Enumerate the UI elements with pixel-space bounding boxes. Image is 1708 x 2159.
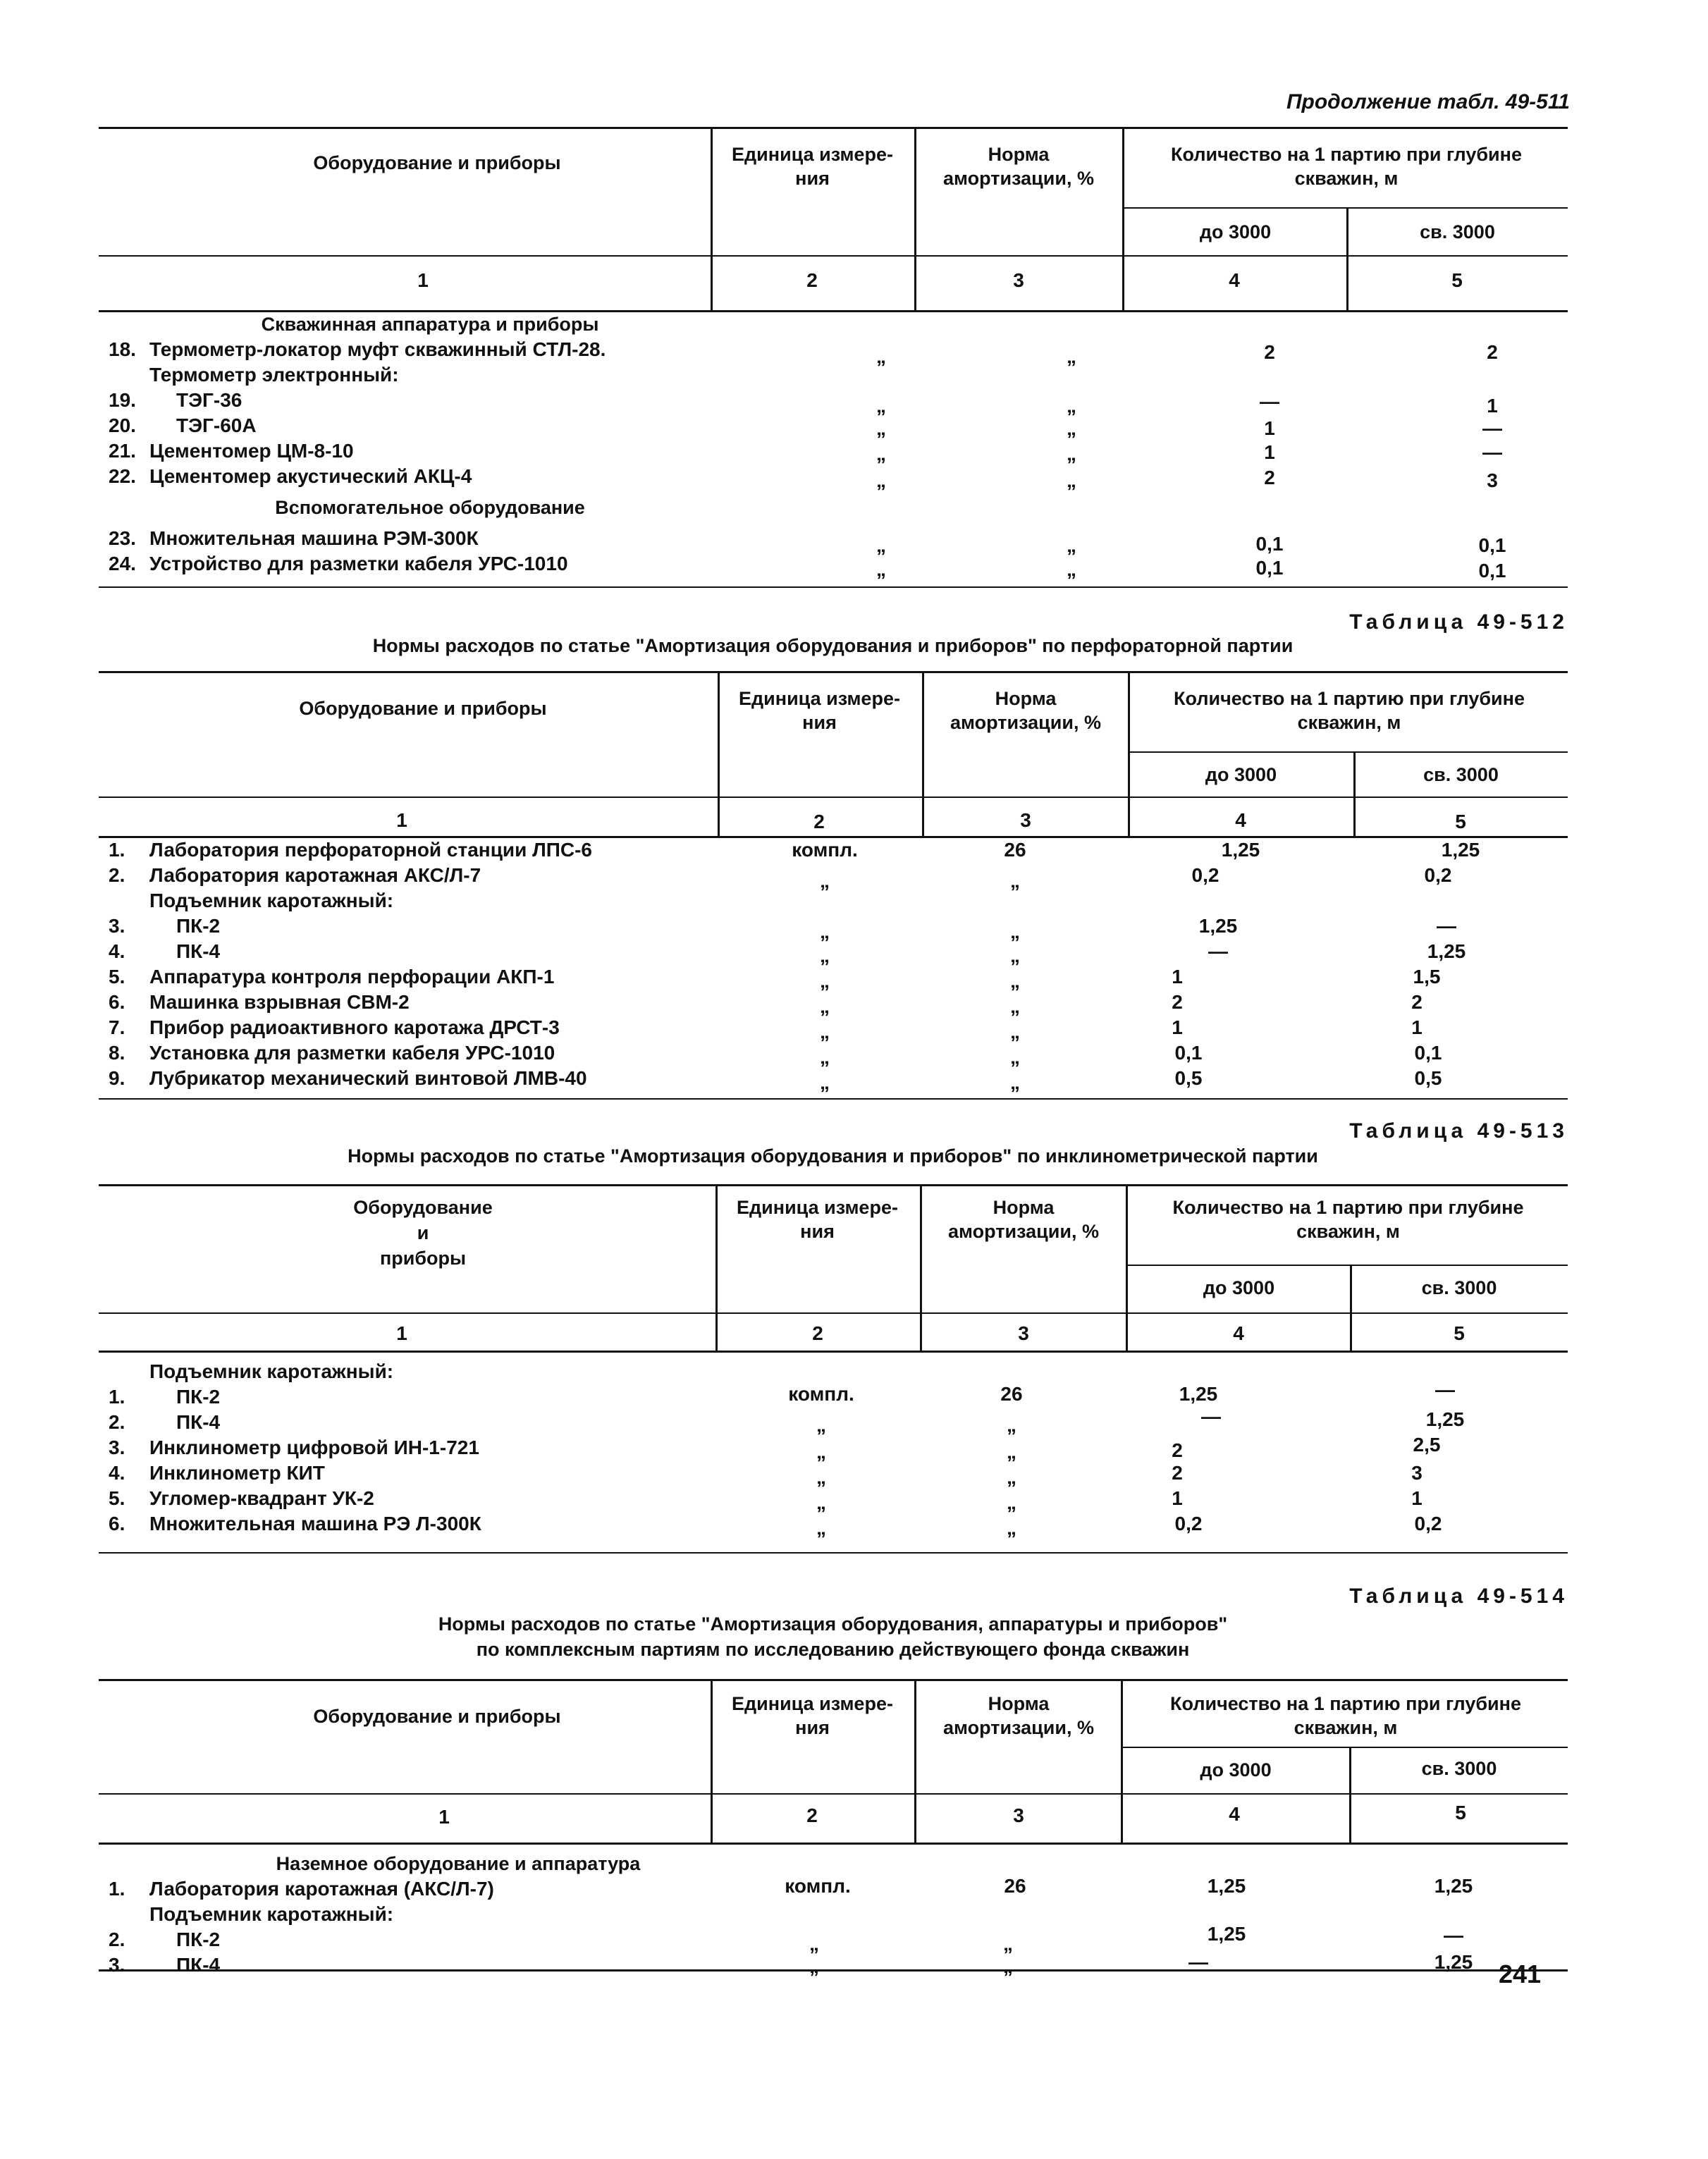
header-norm: Норма амортизации, % xyxy=(950,688,1101,733)
row-qty-over: 1,25 xyxy=(1441,839,1480,861)
row-name: Множительная машина РЭ Л-300К xyxy=(149,1513,481,1534)
header-rule xyxy=(99,255,1568,257)
row-norm: „ xyxy=(1067,417,1076,439)
row-unit: „ xyxy=(816,1441,826,1463)
row-name: ПК-2 xyxy=(176,1929,221,1950)
row-qty-over: — xyxy=(1482,441,1502,463)
row-norm: „ xyxy=(1010,995,1020,1017)
column-number: 5 xyxy=(1451,269,1463,291)
row-norm: „ xyxy=(1067,395,1076,417)
column-divider xyxy=(1349,1747,1351,1844)
row-unit: „ xyxy=(820,1021,830,1042)
header-rule xyxy=(99,1312,1568,1314)
header-equipment-line-1: Оборудование xyxy=(353,1197,493,1218)
header-norm: Норма амортизации, % xyxy=(948,1197,1099,1242)
row-number: 1. xyxy=(109,1878,125,1900)
column-number: 1 xyxy=(396,809,407,831)
page-number: 241 xyxy=(1499,1960,1542,1988)
table-top-rule xyxy=(99,671,1568,673)
row-name: Подъемник каротажный: xyxy=(149,890,394,911)
header-norm: Норма амортизации, % xyxy=(943,1693,1094,1738)
row-name: Цементомер ЦМ-8-10 xyxy=(149,440,354,462)
header-rule xyxy=(99,796,1568,798)
row-name: Лаборатория каротажная АКС/Л-7 xyxy=(149,864,481,886)
row-name: Термометр электронный: xyxy=(149,364,399,386)
row-qty-upto: 0,1 xyxy=(1174,1042,1203,1064)
subheader-rule xyxy=(1128,751,1568,753)
row-unit: „ xyxy=(876,534,886,556)
row-number: 19. xyxy=(109,389,136,411)
table-row xyxy=(99,837,1568,863)
row-name: ТЭГ-60А xyxy=(176,414,257,436)
row-name: Машинка взрывная СВМ-2 xyxy=(149,991,410,1013)
subheader-rule xyxy=(1122,207,1568,209)
column-divider xyxy=(711,127,713,312)
row-unit: компл. xyxy=(792,839,858,861)
row-unit: „ xyxy=(820,1046,830,1068)
header-unit: Единица измерения xyxy=(732,1693,893,1738)
row-qty-over: — xyxy=(1482,417,1502,439)
table-caption: Нормы расходов по статье "Амортизация оборудования и приборов" по инклинометрической партии xyxy=(348,1145,1318,1167)
row-qty-over: 0,1 xyxy=(1478,560,1506,582)
table-row xyxy=(99,1511,1568,1537)
row-qty-upto: 2 xyxy=(1172,1462,1183,1484)
table-row xyxy=(99,1876,1568,1902)
table-row xyxy=(99,526,1568,556)
row-norm: „ xyxy=(1010,945,1020,966)
column-number: 2 xyxy=(806,1804,818,1826)
table-row xyxy=(99,388,1568,417)
row-qty-upto: 1,25 xyxy=(1207,1875,1246,1897)
row-unit: „ xyxy=(876,443,886,465)
header-quantity: Количество на 1 партию при глубине скважин, м xyxy=(1170,1693,1521,1738)
row-qty-upto: 2 xyxy=(1172,1439,1183,1461)
row-norm: „ xyxy=(1010,1046,1020,1068)
row-name: Множительная машина РЭМ-300К xyxy=(149,527,479,549)
row-qty-upto: 2 xyxy=(1264,467,1275,488)
row-number: 7. xyxy=(109,1016,125,1038)
row-qty-over: 2 xyxy=(1411,991,1423,1013)
header-equipment: Оборудование и приборы xyxy=(313,1706,561,1727)
table-row xyxy=(99,551,1568,582)
row-name: Устройство для разметки кабеля УРС-1010 xyxy=(149,553,568,574)
table-row xyxy=(99,413,1568,438)
header-quantity: Количество на 1 партию при глубине скважин, м xyxy=(1171,144,1522,189)
column-divider xyxy=(715,1184,718,1351)
row-qty-over: 0,5 xyxy=(1414,1067,1442,1089)
table-row xyxy=(99,1040,1568,1066)
row-qty-upto: 1 xyxy=(1264,441,1275,463)
row-qty-over: 0,2 xyxy=(1424,864,1452,886)
row-norm: „ xyxy=(1003,1933,1013,1955)
row-unit: „ xyxy=(876,417,886,439)
row-qty-upto: 2 xyxy=(1172,991,1183,1013)
row-name: Инклинометр КИТ xyxy=(149,1462,325,1484)
row-qty-over: 1 xyxy=(1487,395,1498,417)
column-number: 3 xyxy=(1020,809,1031,831)
row-norm: „ xyxy=(1010,1021,1020,1042)
table-row xyxy=(99,914,1568,942)
row-qty-over: 0,1 xyxy=(1414,1042,1442,1064)
row-qty-over: 3 xyxy=(1487,469,1498,491)
column-divider xyxy=(1353,751,1356,836)
row-qty-over: 1,25 xyxy=(1425,1408,1465,1430)
row-name: ПК-2 xyxy=(176,915,221,937)
table-caption-line-1: Нормы расходов по статье "Амортизация оборудования, аппаратуры и приборов" xyxy=(438,1613,1228,1635)
numbers-rule xyxy=(99,1843,1568,1845)
row-name: Инклинометр цифровой ИН-1-721 xyxy=(149,1437,479,1458)
row-qty-over: 3 xyxy=(1411,1462,1423,1484)
row-qty-over: 1,25 xyxy=(1427,940,1466,962)
column-number: 2 xyxy=(806,269,818,291)
row-qty-upto: 0,2 xyxy=(1174,1513,1203,1534)
row-unit: „ xyxy=(820,945,830,966)
header-unit: Единица измерения xyxy=(737,1197,898,1242)
table-bottom-rule xyxy=(99,1969,1568,1972)
column-number: 1 xyxy=(438,1806,450,1828)
table-bottom-rule xyxy=(99,586,1568,588)
table-number: Таблица 49-514 xyxy=(1349,1585,1568,1608)
row-norm: „ xyxy=(1007,1491,1016,1513)
row-norm: „ xyxy=(1067,345,1076,367)
row-qty-upto: 0,2 xyxy=(1191,864,1219,886)
row-number: 3. xyxy=(109,1437,125,1458)
numbers-rule xyxy=(99,1351,1568,1353)
row-qty-over: 2,5 xyxy=(1413,1434,1441,1456)
row-name: Цементомер акустический АКЦ-4 xyxy=(149,465,472,487)
row-qty-over: 0,1 xyxy=(1478,534,1506,556)
row-unit: „ xyxy=(876,558,886,580)
column-number: 5 xyxy=(1454,1322,1465,1344)
row-qty-upto: — xyxy=(1208,940,1228,962)
column-divider xyxy=(914,127,916,312)
row-number: 22. xyxy=(109,465,136,487)
row-norm: „ xyxy=(1007,1466,1016,1488)
header-equipment: Оборудование и приборы xyxy=(299,698,547,719)
row-norm: „ xyxy=(1007,1517,1016,1539)
table-number: Таблица 49-512 xyxy=(1349,610,1568,634)
row-qty-upto: — xyxy=(1188,1951,1208,1973)
row-name: Прибор радиоактивного каротажа ДРСТ-3 xyxy=(149,1016,560,1038)
header-norm: Норма амортизации, % xyxy=(943,144,1094,189)
row-number: 24. xyxy=(109,553,136,574)
row-unit: „ xyxy=(809,1933,819,1955)
row-qty-upto: 1 xyxy=(1172,1487,1183,1509)
column-number: 2 xyxy=(813,811,825,832)
header-over-3000: св. 3000 xyxy=(1420,221,1495,242)
row-name: Лубрикатор механический винтовой ЛМВ-40 xyxy=(149,1067,587,1089)
row-number: 6. xyxy=(109,991,125,1013)
column-divider xyxy=(920,1184,922,1351)
continuation-title: Продолжение табл. 49-511 xyxy=(1286,90,1570,113)
row-qty-upto: 1 xyxy=(1172,1016,1183,1038)
table-row xyxy=(99,1923,1568,1955)
table-row xyxy=(99,1952,1568,1978)
table-top-rule xyxy=(99,1679,1568,1681)
row-unit: компл. xyxy=(788,1383,854,1405)
row-qty-over: 1 xyxy=(1411,1487,1423,1509)
table-number: Таблица 49-513 xyxy=(1349,1119,1568,1143)
header-rule xyxy=(99,1793,1568,1795)
header-equipment-line-3: приборы xyxy=(379,1248,467,1269)
row-qty-over: 1,25 xyxy=(1434,1951,1473,1973)
row-qty-over: 0,2 xyxy=(1414,1513,1442,1534)
table-row xyxy=(99,863,1568,892)
row-qty-upto: 2 xyxy=(1264,341,1275,363)
row-number: 6. xyxy=(109,1513,125,1534)
row-number: 2. xyxy=(109,1411,125,1433)
column-number: 3 xyxy=(1013,269,1024,291)
row-unit: компл. xyxy=(785,1875,851,1897)
row-norm: „ xyxy=(1010,1071,1020,1093)
row-norm: „ xyxy=(1067,443,1076,465)
row-norm: „ xyxy=(1067,469,1076,491)
row-number: 1. xyxy=(109,839,125,861)
column-number: 2 xyxy=(812,1322,823,1344)
row-unit: „ xyxy=(876,395,886,417)
row-norm: „ xyxy=(1067,534,1076,556)
table-row xyxy=(99,1405,1568,1436)
table-row xyxy=(99,438,1568,464)
header-over-3000: св. 3000 xyxy=(1421,1758,1497,1779)
table-bottom-rule xyxy=(99,1552,1568,1554)
row-unit: „ xyxy=(820,970,830,992)
row-name: ПК-4 xyxy=(176,1411,221,1433)
table-49-513 xyxy=(99,1184,1568,1559)
row-unit: „ xyxy=(816,1491,826,1513)
column-divider xyxy=(922,671,924,836)
column-number: 1 xyxy=(417,269,429,291)
table-row xyxy=(99,464,1568,489)
column-number: 4 xyxy=(1229,269,1240,291)
row-norm: „ xyxy=(1010,921,1020,942)
row-number: 5. xyxy=(109,966,125,988)
column-number: 4 xyxy=(1235,809,1246,831)
row-qty-over: — xyxy=(1437,915,1456,937)
table-top-rule xyxy=(99,127,1568,129)
row-qty-upto: — xyxy=(1201,1405,1221,1427)
column-divider xyxy=(1350,1265,1352,1351)
header-equipment-line-2: и xyxy=(417,1222,429,1243)
row-unit: „ xyxy=(816,1414,826,1436)
row-name: ПК-2 xyxy=(176,1386,221,1408)
row-qty-over: 2 xyxy=(1487,341,1498,363)
row-qty-upto: 0,1 xyxy=(1255,533,1284,555)
row-number: 20. xyxy=(109,414,136,436)
header-quantity: Количество на 1 партию при глубине скважин, м xyxy=(1172,1197,1524,1242)
table-caption: Нормы расходов по статье "Амортизация оборудования и приборов" по перфораторной партии xyxy=(372,635,1294,656)
row-unit: „ xyxy=(809,1955,819,1977)
row-norm: „ xyxy=(1010,970,1020,992)
header-over-3000: св. 3000 xyxy=(1423,764,1499,785)
row-name: Угломер-квадрант УК-2 xyxy=(149,1487,374,1509)
column-divider xyxy=(1122,127,1124,312)
table-row xyxy=(99,888,1568,914)
table-row xyxy=(99,1486,1568,1511)
row-number: 21. xyxy=(109,440,136,462)
column-number: 4 xyxy=(1233,1322,1244,1344)
table-row xyxy=(99,1379,1568,1410)
row-number: 4. xyxy=(109,940,125,962)
row-norm: „ xyxy=(1067,558,1076,580)
header-equipment: Оборудование и приборы xyxy=(313,152,561,173)
row-qty-upto: 1,25 xyxy=(1179,1383,1218,1405)
row-name: Аппаратура контроля перфорации АКП-1 xyxy=(149,966,555,988)
table-row xyxy=(99,1015,1568,1040)
row-name: ПК-4 xyxy=(176,940,221,962)
row-name: Лаборатория перфораторной станции ЛПС-6 xyxy=(149,839,593,861)
row-unit: „ xyxy=(876,469,886,491)
row-number: 4. xyxy=(109,1462,125,1484)
row-norm: „ xyxy=(1010,870,1020,892)
table-top-rule xyxy=(99,1184,1568,1186)
table-49-511 xyxy=(99,127,1568,592)
row-norm: „ xyxy=(1003,1955,1013,1977)
column-divider xyxy=(718,671,720,836)
header-over-3000: св. 3000 xyxy=(1421,1277,1497,1298)
table-row xyxy=(99,362,1568,388)
row-number: 23. xyxy=(109,527,136,549)
column-number: 3 xyxy=(1018,1322,1029,1344)
table-row xyxy=(99,990,1568,1015)
table-row xyxy=(99,337,1568,367)
table-row xyxy=(99,939,1568,964)
column-divider xyxy=(1126,1184,1128,1351)
row-norm: 26 xyxy=(1004,839,1026,861)
row-number: 9. xyxy=(109,1067,125,1089)
row-qty-upto: 1,25 xyxy=(1221,839,1260,861)
table-49-514 xyxy=(99,1679,1568,1989)
subheader-rule xyxy=(1121,1747,1568,1748)
header-upto-3000: до 3000 xyxy=(1205,764,1277,785)
section-title: Наземное оборудование и аппаратура xyxy=(276,1853,641,1874)
row-unit: „ xyxy=(820,995,830,1017)
column-divider xyxy=(1128,671,1130,836)
table-49-512 xyxy=(99,671,1568,1102)
row-number: 18. xyxy=(109,338,136,360)
table-row xyxy=(99,1066,1568,1091)
row-qty-over: 1,25 xyxy=(1434,1875,1473,1897)
row-name: ТЭГ-36 xyxy=(176,389,242,411)
row-number: 1. xyxy=(109,1386,125,1408)
column-number: 3 xyxy=(1013,1804,1024,1826)
column-number: 1 xyxy=(396,1322,407,1344)
subheader-rule xyxy=(1126,1265,1568,1266)
row-number: 8. xyxy=(109,1042,125,1064)
row-qty-upto: 1,25 xyxy=(1207,1923,1246,1945)
table-row xyxy=(99,1359,1568,1384)
row-name: Подъемник каротажный: xyxy=(149,1360,394,1382)
table-caption-line-2: по комплексным партиям по исследованию действующего фонда скважин xyxy=(476,1639,1190,1660)
section-title: Скважинная аппаратура и приборы xyxy=(261,314,599,335)
row-norm: 26 xyxy=(1004,1875,1026,1897)
row-norm: „ xyxy=(1007,1441,1016,1463)
row-number: 5. xyxy=(109,1487,125,1509)
row-qty-upto: 1 xyxy=(1172,966,1183,988)
row-number: 3. xyxy=(109,915,125,937)
row-number: 2. xyxy=(109,864,125,886)
row-name: Лаборатория каротажная (АКС/Л-7) xyxy=(149,1878,494,1900)
row-unit: „ xyxy=(820,870,830,892)
table-row xyxy=(99,1460,1568,1486)
row-qty-upto: 1,25 xyxy=(1198,915,1238,937)
row-qty-upto: 0,1 xyxy=(1255,557,1284,579)
column-divider xyxy=(711,1679,713,1844)
header-unit: Единица измерения xyxy=(732,144,893,189)
row-unit: „ xyxy=(820,921,830,942)
header-unit: Единица измерения xyxy=(739,688,900,733)
row-qty-over: 1 xyxy=(1411,1016,1423,1038)
row-name: Термометр-локатор муфт скважинный СТЛ-28. xyxy=(149,338,606,360)
row-norm: 26 xyxy=(1000,1383,1023,1405)
column-divider xyxy=(1346,207,1348,312)
row-unit: „ xyxy=(820,1071,830,1093)
column-number: 4 xyxy=(1229,1803,1240,1825)
section-title: Вспомогательное оборудование xyxy=(275,497,585,518)
row-qty-upto: 1 xyxy=(1264,417,1275,439)
row-norm: „ xyxy=(1007,1414,1016,1436)
header-upto-3000: до 3000 xyxy=(1199,221,1272,242)
row-qty-over: — xyxy=(1444,1924,1463,1946)
row-name: Подъемник каротажный: xyxy=(149,1903,394,1925)
table-row xyxy=(99,1434,1568,1463)
header-upto-3000: до 3000 xyxy=(1203,1277,1275,1298)
column-divider xyxy=(1121,1679,1123,1844)
column-number: 5 xyxy=(1455,1802,1466,1823)
row-number: 3. xyxy=(109,1954,125,1976)
column-divider xyxy=(914,1679,916,1844)
row-qty-over: 1,5 xyxy=(1413,966,1441,988)
row-unit: „ xyxy=(876,345,886,367)
row-qty-over: — xyxy=(1435,1379,1455,1401)
row-qty-upto: — xyxy=(1260,390,1279,412)
row-qty-upto: 0,5 xyxy=(1174,1067,1203,1089)
row-number: 2. xyxy=(109,1929,125,1950)
row-name: ПК-4 xyxy=(176,1954,221,1976)
table-bottom-rule xyxy=(99,1098,1568,1100)
table-row xyxy=(99,964,1568,990)
table-row xyxy=(99,1902,1568,1927)
header-quantity: Количество на 1 партию при глубине скважин, м xyxy=(1174,688,1525,733)
row-unit: „ xyxy=(816,1466,826,1488)
header-upto-3000: до 3000 xyxy=(1200,1759,1272,1780)
column-number: 5 xyxy=(1455,811,1466,832)
row-name: Установка для разметки кабеля УРС-1010 xyxy=(149,1042,555,1064)
row-unit: „ xyxy=(816,1517,826,1539)
